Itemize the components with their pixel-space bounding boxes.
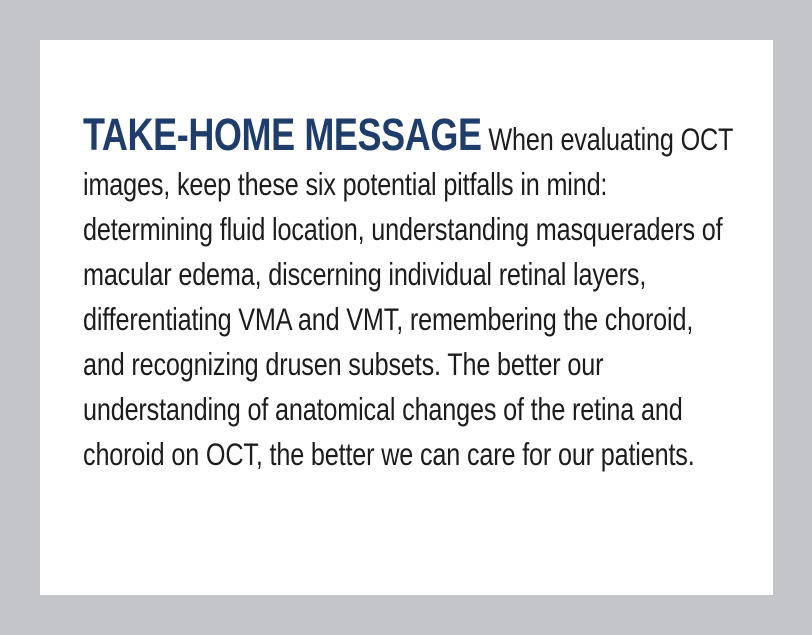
take-home-message-heading: TAKE-HOME MESSAGE [83, 109, 482, 160]
take-home-message-body: When evaluating OCT images, keep these six potential pitfalls in mind: determining fluid location, understanding masqueraders of macular edema, discerning individual retinal layers, differentiating VMA and VMT, remembering the choroid, and recognizing drusen subsets. The better our understanding of anatomical changes of the retina and choroid on OCT, the better we can care for our patients. [83, 121, 733, 472]
take-home-message-box [40, 40, 773, 595]
take-home-message-paragraph [83, 109, 733, 477]
